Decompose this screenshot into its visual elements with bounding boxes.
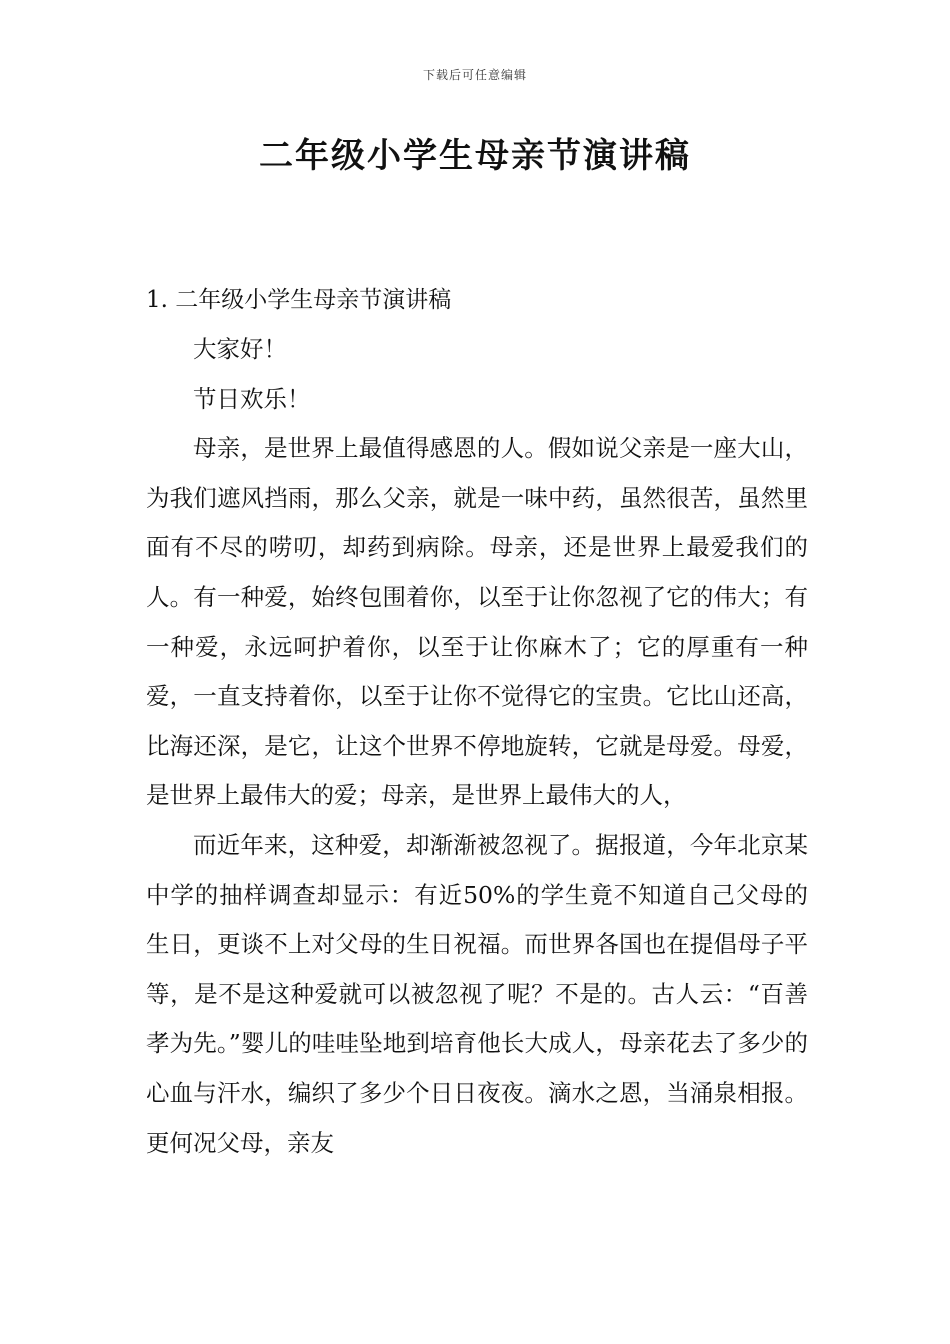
greeting-line: 大家好！ [193, 335, 287, 363]
paragraph-2: 而近年来，这种爱，却渐渐被忽视了。据报道，今年北京某中学的抽样调查却显示：有近50%的学生竟不知道自己父母的生日，更谈不上对父母的生日祝福。而世界各国也在提倡母子平等，是不是这种爱就可以被忽视了呢？不是的。古人云：“百善孝为先。”婴儿的哇哇坠地到培育他长大成人，母亲花去了多少的心血与汗水，编织了多少个日日夜夜。滴水之恩，当涌泉相报。更何况父母，亲友 [146, 830, 808, 1157]
document-title: 二年级小学生母亲节演讲稿 [259, 136, 691, 176]
holiday-wish-line: 节日欢乐！ [193, 384, 311, 413]
paragraph-1: 母亲，是世界上最值得感恩的人。假如说父亲是一座大山，为我们遮风挡雨，那么父亲，就是一味中药，虽然很苦，虽然里面有不尽的唠叨，却药到病除。母亲，还是世界上最爱我们的人。有一种爱，始终包围着你，以至于让你忽视了它的伟大；有一种爱，永远呵护着你，以至于让你麻木了；它的厚重有一种爱，一直支持着你，以至于让你不觉得它的宝贵。它比山还高，比海还深，是它，让这个世界不停地旋转，它就是母爱。母爱，是世界上最伟大的爱；母亲，是世界上最伟大的人， [146, 434, 808, 810]
document-body [146, 276, 808, 1168]
section-heading: 1. 二年级小学生母亲节演讲稿 [146, 287, 452, 313]
header-note: 下载后可任意编辑 [422, 68, 527, 82]
